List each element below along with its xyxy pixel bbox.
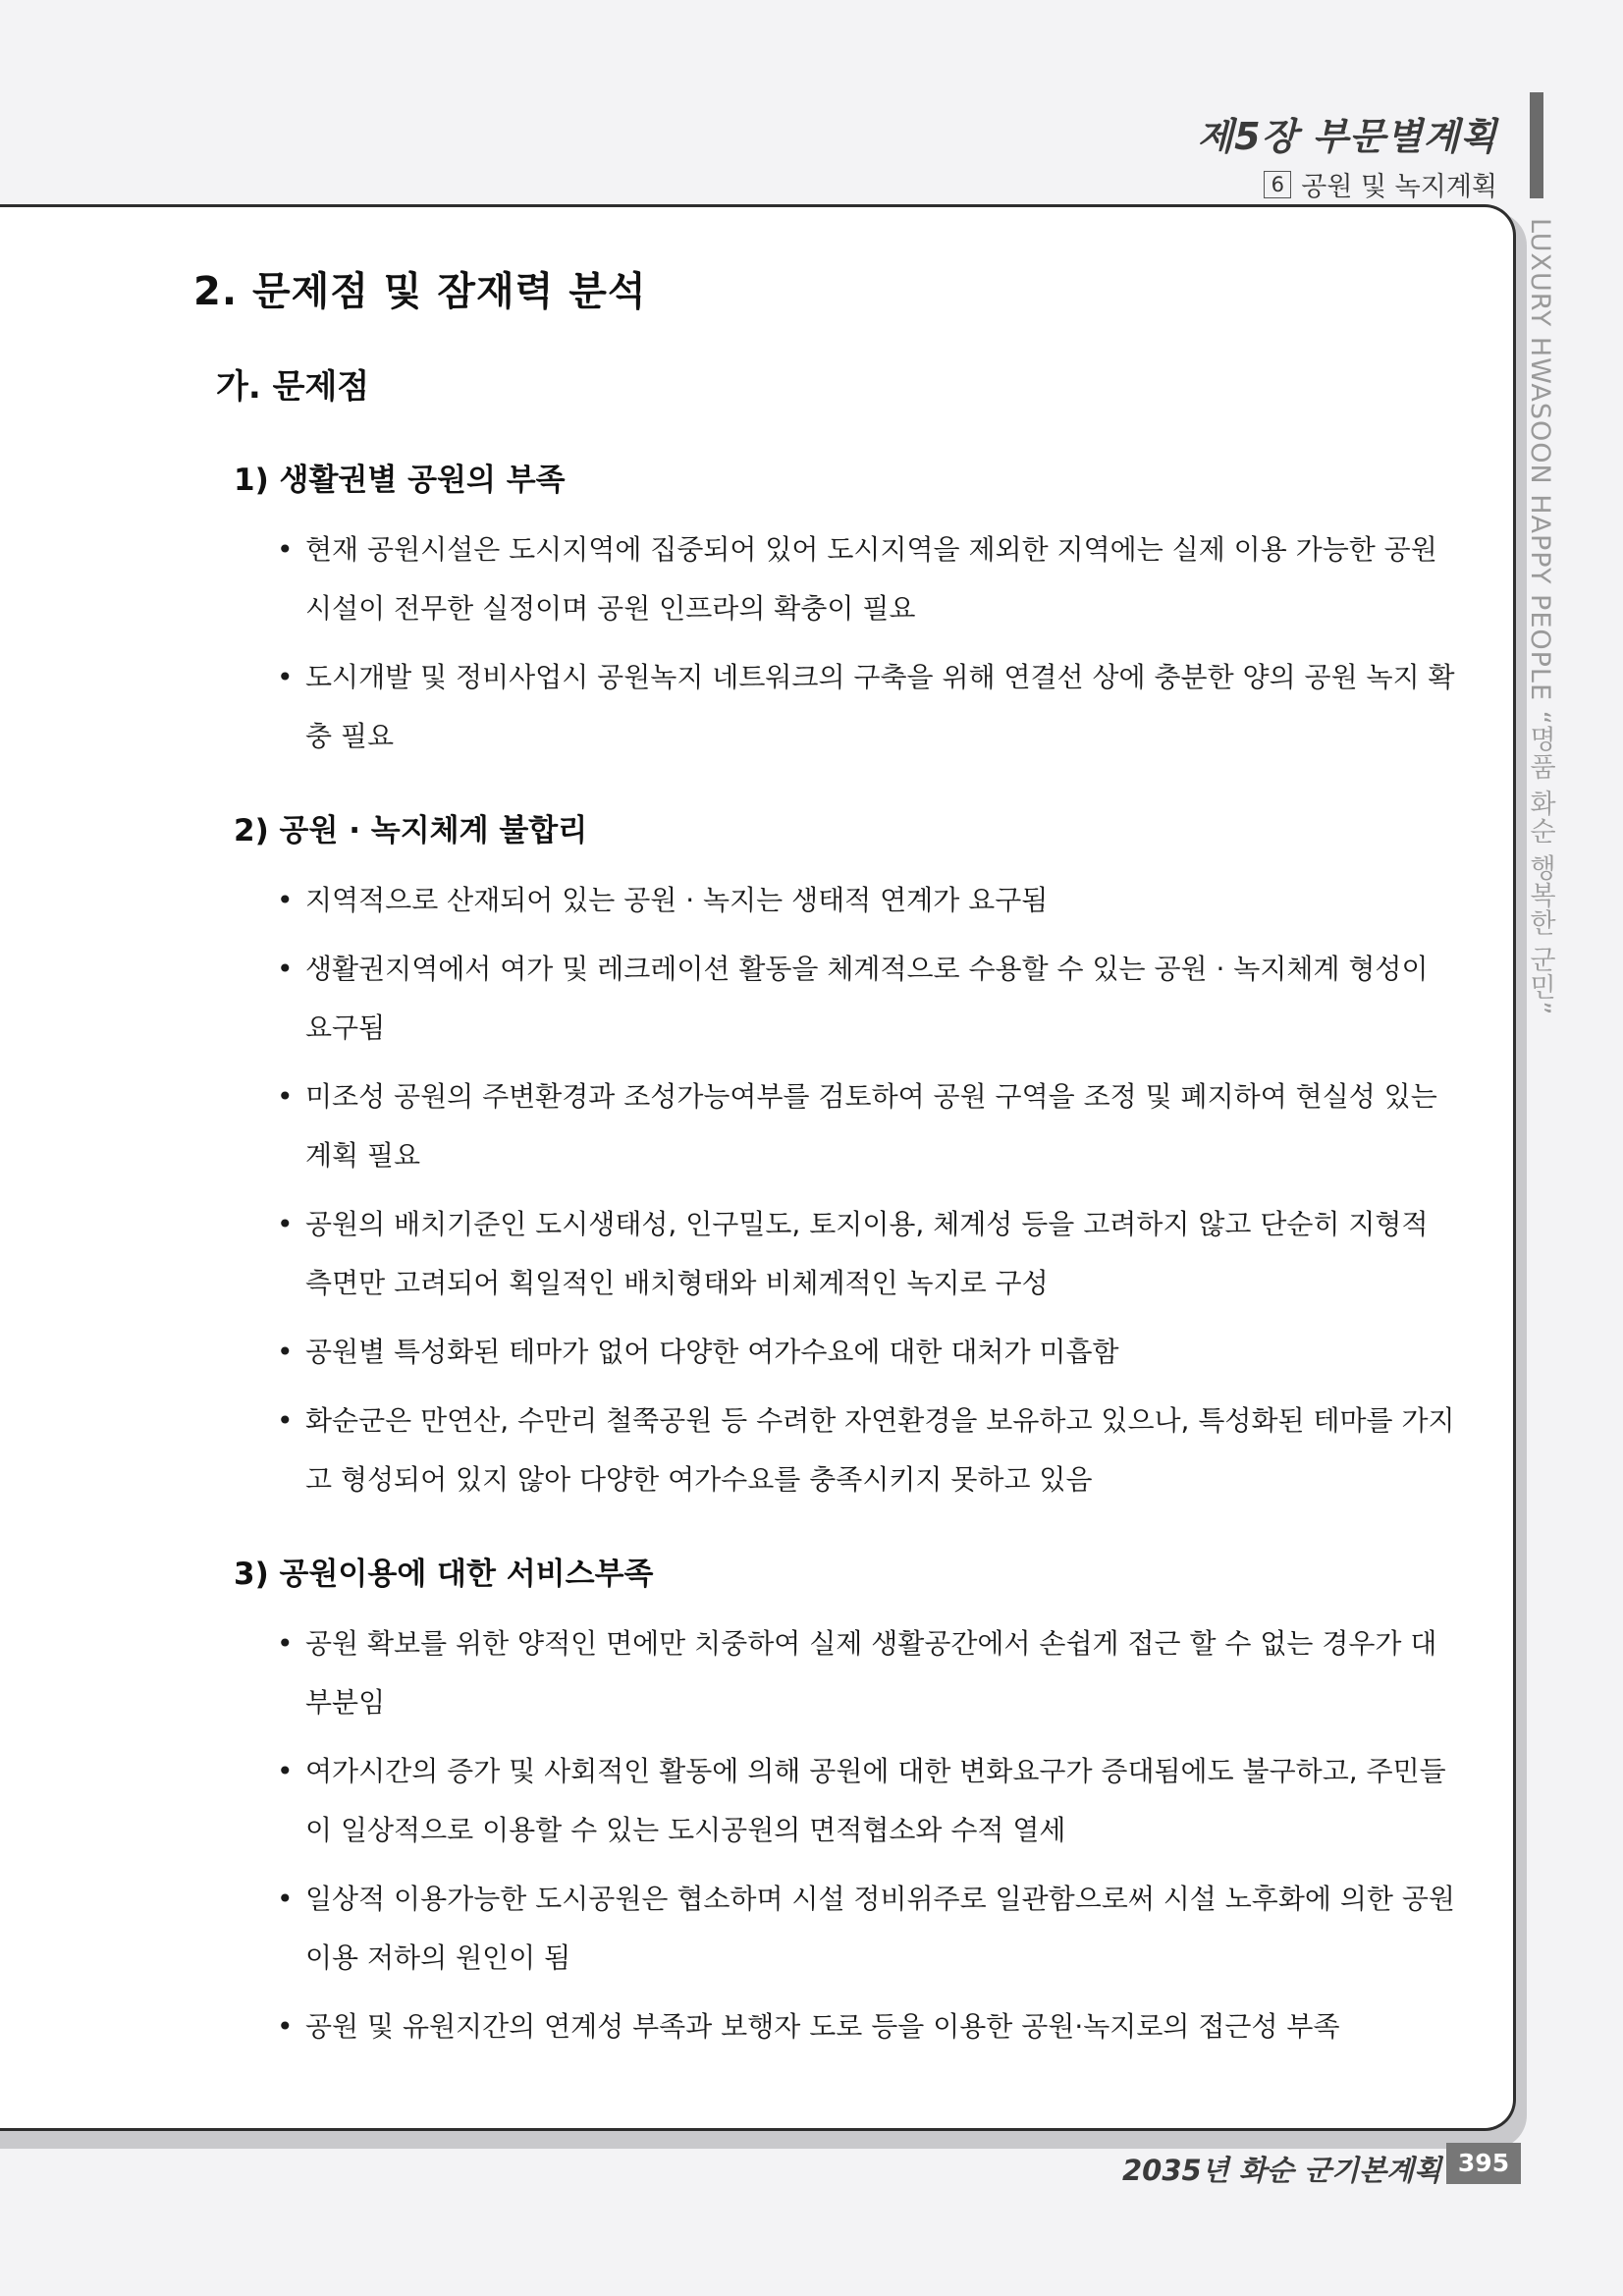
section-label [1264, 165, 1497, 203]
list-item: • 화순군은 만연산, 수만리 철쭉공원 등 수려한 자연환경을 보유하고 있으나, 특성화된 테마를 가지고 형성되어 있지 않아 다양한 여가수요를 충족시키지 못하고 있음 [277, 1392, 1455, 1509]
list-item: • 도시개발 및 정비사업시 공원녹지 네트워크의 구축을 위해 연결선 상에 충분한 양의 공원 녹지 확충 필요 [277, 648, 1455, 766]
header-accent-bar [1530, 92, 1543, 198]
subsection-heading-2: 2) 공원 · 녹지체계 불합리 [234, 813, 588, 848]
bullet-list-1 [277, 520, 1455, 766]
list-item: • 공원 및 유원지간의 연계성 부족과 보행자 도로 등을 이용한 공원·녹지로의 접근성 부족 [277, 1997, 1455, 2056]
side-slogan: LUXURY HWASOON HAPPY PEOPLE “명품 화순 행복한 군민” [1525, 218, 1555, 1016]
list-item: • 여가시간의 증가 및 사회적인 활동에 의해 공원에 대한 변화요구가 증대됨에도 불구하고, 주민들이 일상적으로 이용할 수 있는 도시공원의 면적협소와 수적 열세 [277, 1742, 1455, 1860]
page-title: 2. 문제점 및 잠재력 분석 [193, 269, 647, 314]
section-subtitle: 가. 문제점 [216, 367, 370, 407]
bullet-list-3 [277, 1614, 1455, 2056]
footer-title: 2035년 화순 군기본계획 [1121, 2154, 1441, 2187]
list-item: • 미조성 공원의 주변환경과 조성가능여부를 검토하여 공원 구역을 조정 및 폐지하여 현실성 있는 계획 필요 [277, 1067, 1455, 1185]
subsection-heading-3: 3) 공원이용에 대한 서비스부족 [234, 1557, 654, 1592]
list-item: • 일상적 이용가능한 도시공원은 협소하며 시설 정비위주로 일관함으로써 시설 노후화에 의한 공원이용 저하의 원인이 됨 [277, 1870, 1455, 1988]
section-title: 공원 및 녹지계획 [1301, 172, 1497, 202]
page-number: 395 [1446, 2143, 1521, 2184]
bullet-list-2 [277, 871, 1455, 1509]
list-item: • 공원 확보를 위한 양적인 면에만 치중하여 실제 생활공간에서 손쉽게 접근 할 수 없는 경우가 대부분임 [277, 1614, 1455, 1732]
list-item: • 공원의 배치기준인 도시생태성, 인구밀도, 토지이용, 체계성 등을 고려하지 않고 단순히 지형적 측면만 고려되어 획일적인 배치형태와 비체계적인 녹지로 구성 [277, 1195, 1455, 1313]
subsection-heading-1: 1) 생활권별 공원의 부족 [234, 463, 566, 498]
chapter-title: 제5장 부문별계획 [1197, 115, 1497, 158]
section-number-box: 6 [1264, 171, 1291, 198]
page-content [193, 260, 1455, 2096]
list-item: • 현재 공원시설은 도시지역에 집중되어 있어 도시지역을 제외한 지역에는 실제 이용 가능한 공원시설이 전무한 실정이며 공원 인프라의 확충이 필요 [277, 520, 1455, 638]
list-item: • 지역적으로 산재되어 있는 공원 · 녹지는 생태적 연계가 요구됨 [277, 871, 1455, 930]
list-item: • 생활권지역에서 여가 및 레크레이션 활동을 체계적으로 수용할 수 있는 공원 · 녹지체계 형성이 요구됨 [277, 940, 1455, 1058]
list-item: • 공원별 특성화된 테마가 없어 다양한 여가수요에 대한 대처가 미흡함 [277, 1323, 1455, 1382]
